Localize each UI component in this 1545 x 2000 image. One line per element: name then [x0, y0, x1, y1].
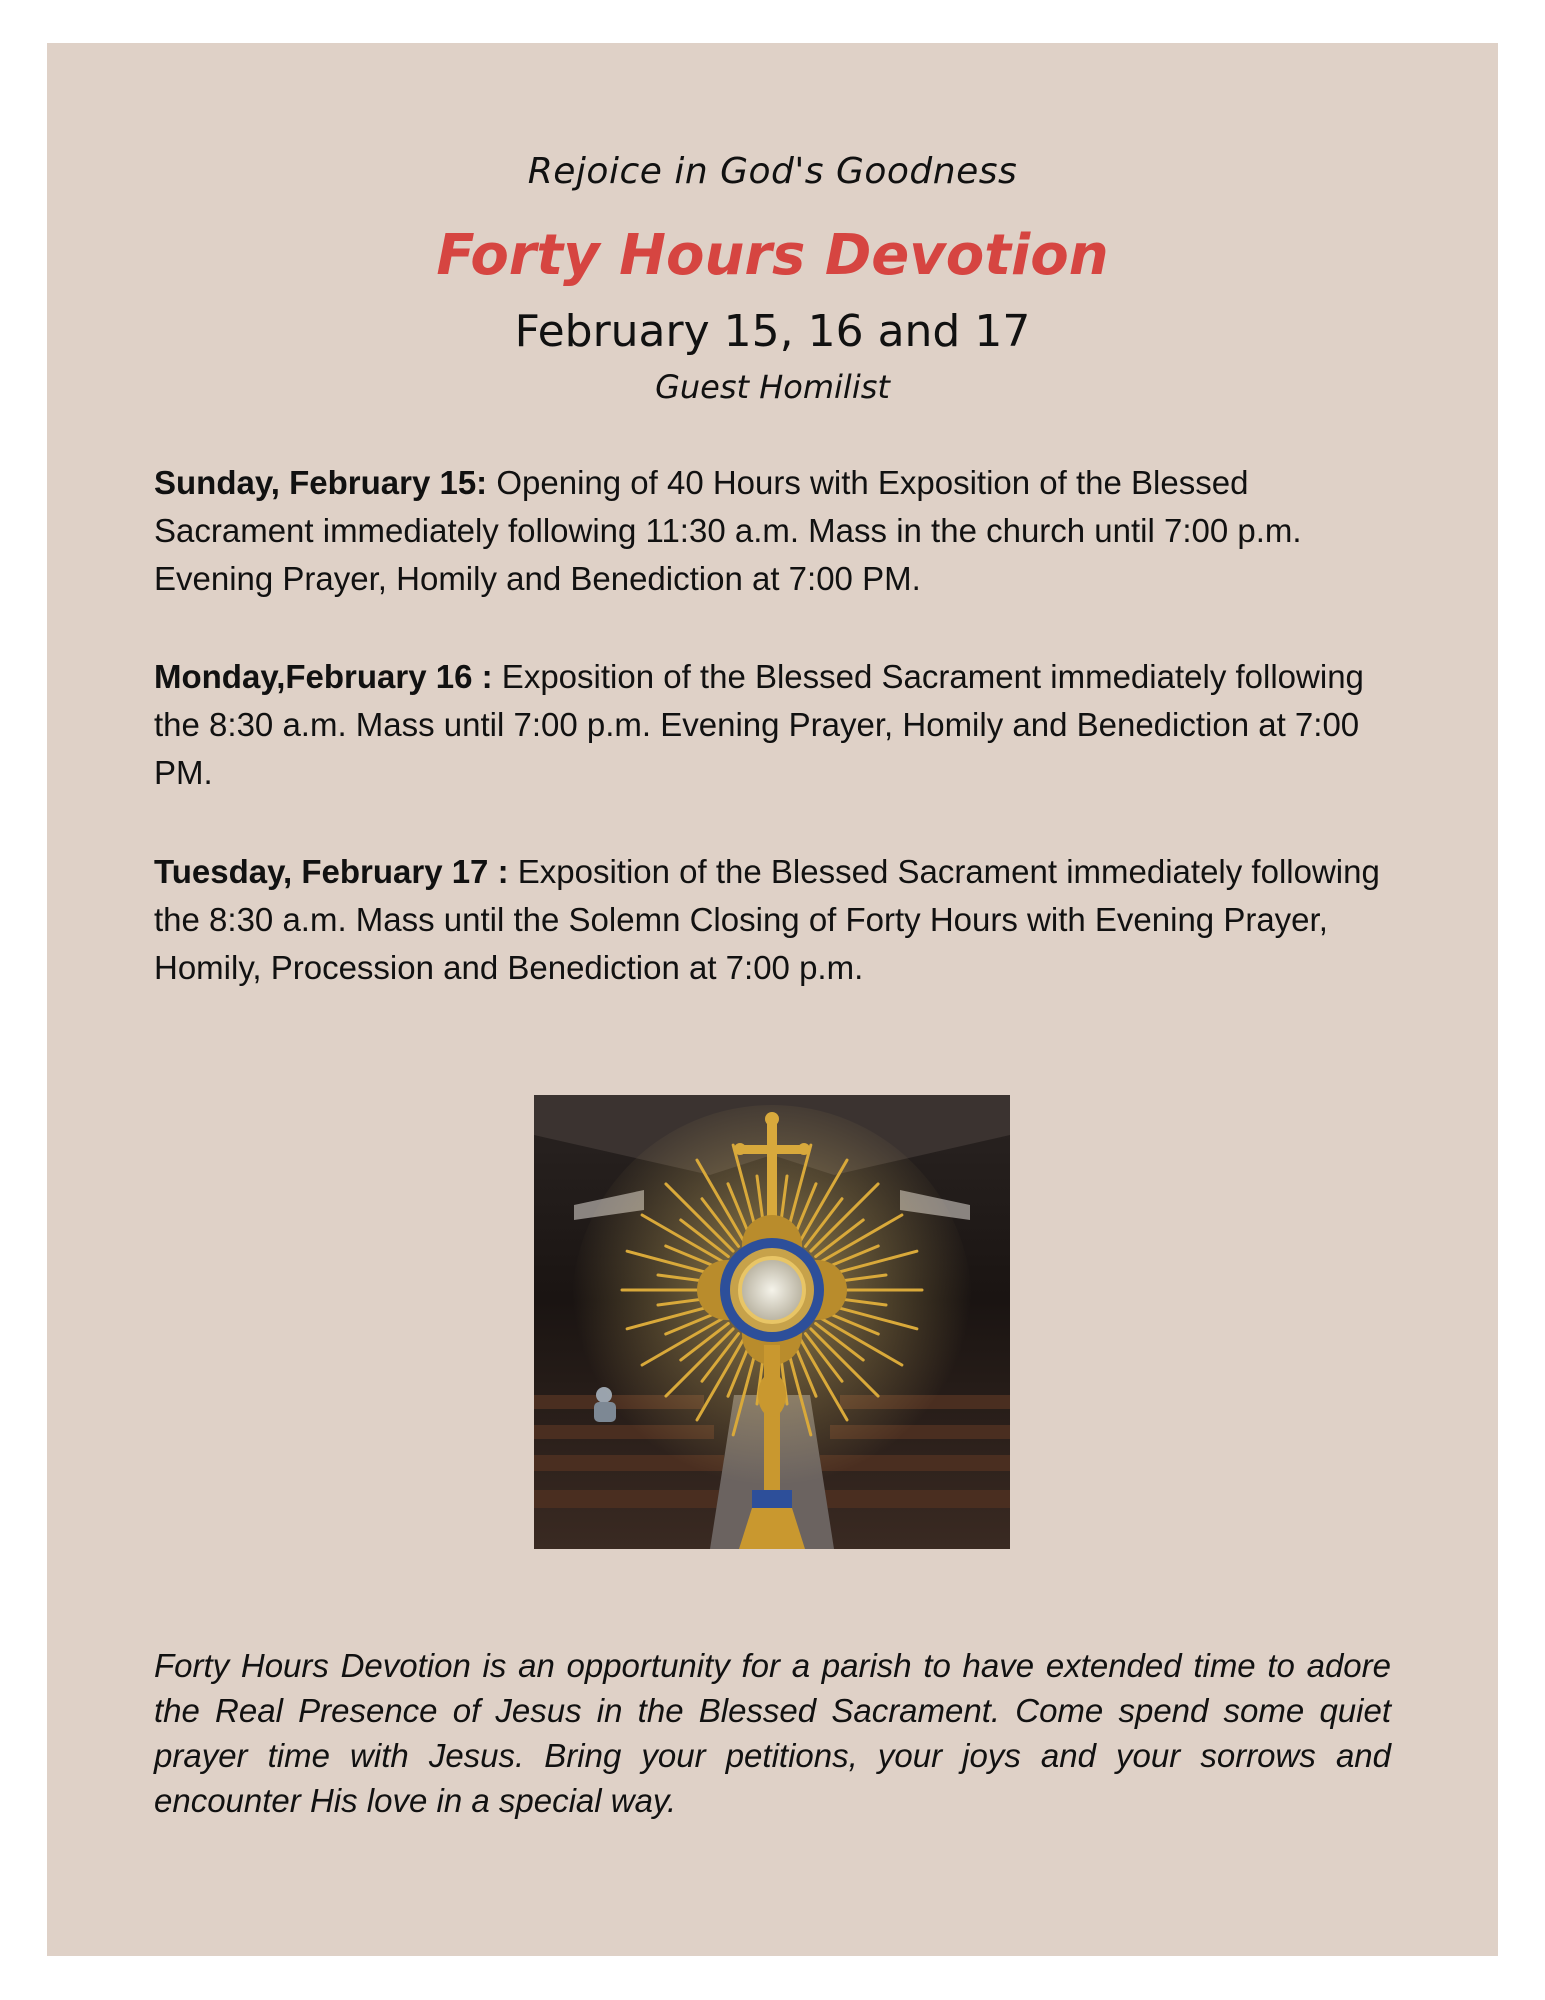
schedule-description: Opening of 40 Hours with Exposition of the Blessed Sacrament immediately following 11:30 a.m. Mass in the church until 7:00 p.m. Evening Prayer, Homily and Benediction at 7:00 PM. [154, 464, 1302, 597]
schedule-day-label: Tuesday, February 17 : [154, 853, 509, 890]
schedule-description: Exposition of the Blessed Sacrament immediately following the 8:30 a.m. Mass until 7:00 p.m. Evening Prayer, Homily and Benediction at 7:00 PM. [154, 658, 1364, 791]
schedule-description: Exposition of the Blessed Sacrament immediately following the 8:30 a.m. Mass until the Solemn Closing of Forty Hours with Evening Prayer, Homily, Procession and Benediction at 7:00 p.m. [154, 853, 1380, 986]
page-title: Forty Hours Devotion [436, 223, 1109, 288]
tagline: Rejoice in God's Goodness [527, 151, 1018, 192]
schedule-day-label: Sunday, February 15: [154, 464, 488, 501]
schedule-sunday [154, 459, 1404, 603]
flyer-panel [47, 43, 1498, 1956]
monstrance-icon [534, 1095, 1010, 1549]
monstrance-photo [534, 1095, 1010, 1549]
schedule-day-label: Monday,February 16 : [154, 658, 493, 695]
closing-paragraph: Forty Hours Devotion is an opportunity for a parish to have extended time to adore the Real Presence of Jesus in the Blessed Sacrament. Come spend some quiet prayer time with Jesus. Bring your petitions, your joys and your sorrows and encounter His love in a special way. [154, 1647, 1391, 1819]
subtitle: Guest Homilist [655, 368, 890, 406]
event-dates: February 15, 16 and 17 [514, 306, 1031, 357]
schedule-tuesday [154, 848, 1404, 992]
schedule-monday [154, 653, 1404, 797]
